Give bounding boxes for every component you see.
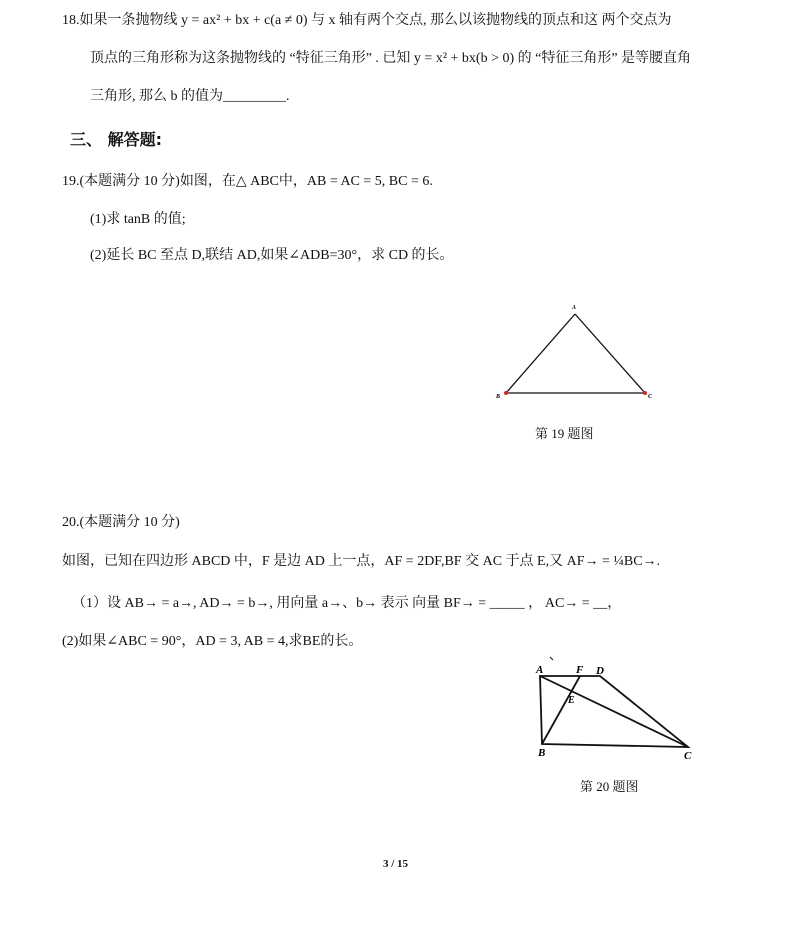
q19-line-1: 19.(本题满分 10 分)如图，在△ ABC中，AB = AC = 5, BC = 6. [62, 174, 433, 189]
q19-point-c [643, 391, 647, 395]
section-heading: 三、 解答题: [70, 130, 162, 149]
q20-label-f: F [576, 664, 584, 676]
q20-line-1: 20.(本题满分 10 分) [62, 515, 180, 530]
q20-line-2: 如图，已知在四边形 ABCD 中，F 是边 AD 上一点，AF = 2DF,BF 交 AC 于点 E,又 AF→ = ¼BC→. [62, 554, 661, 569]
q20-label-d: D [596, 665, 604, 677]
q19-label-c: C [648, 394, 653, 400]
q19-label-b: B [496, 394, 501, 400]
q18-line-2: 顶点的三角形称为这条抛物线的 “特征三角形” . 已知 y = x² + bx(b > 0) 的 “特征三角形” 是等腰直角 [90, 51, 692, 66]
q20-part-1: （1）设 AB→ = a→, AD→ = b→, 用向量 a→、b→ 表示 向量 BF→ = _____ ， AC→ = __， [72, 596, 622, 611]
q20-stray-mark [550, 657, 553, 660]
q20-label-b: B [538, 747, 546, 759]
q20-figure-caption: 第 20 题图 [580, 779, 639, 794]
q19-figure-caption: 第 19 题图 [535, 426, 594, 441]
q19-side-ab [506, 314, 575, 393]
q19-label-a: A [572, 305, 577, 311]
q18-line-3: 三角形, 那么 b 的值为_________. [90, 89, 290, 104]
q20-label-e: E [568, 695, 575, 706]
q19-point-b [504, 391, 508, 395]
q20-label-c: C [684, 750, 692, 762]
q20-part-2: (2)如果∠ABC = 90°，AD = 3, AB = 4,求BE的长。 [62, 634, 363, 649]
q19-part-2: (2)延长 BC 至点 D,联结 AD,如果∠ADB=30°，求 CD 的长。 [90, 248, 454, 263]
q18-line-1: 18.如果一条抛物线 y = ax² + bx + c(a ≠ 0) 与 x 轴有两个交点, 那么以该抛物线的顶点和这 两个交点为 [62, 13, 672, 28]
page-number: 3 / 15 [383, 858, 409, 870]
q19-side-ac [575, 314, 645, 393]
q20-label-a: A [536, 664, 544, 676]
q19-part-1: (1)求 tanB 的值; [90, 212, 186, 227]
